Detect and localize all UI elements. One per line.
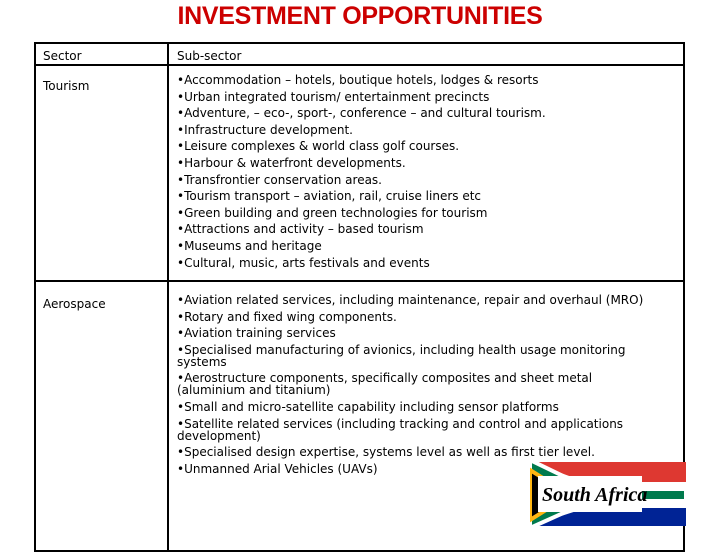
- list-item: •Specialised manufacturing of avionics, including health usage monitoring systems: [177, 342, 626, 369]
- list-item: •Satellite related services (including tracking and control and applications development): [177, 416, 624, 443]
- column-divider: [167, 44, 169, 550]
- list-item: •Adventure, – eco-, sport-, conference – and cultural tourism.: [177, 106, 546, 121]
- list-item: •Rotary and fixed wing components.: [177, 309, 397, 324]
- list-item: •Urban integrated tourism/ entertainment precincts: [177, 89, 490, 104]
- list-item: •Small and micro-satellite capability including sensor platforms: [177, 399, 559, 414]
- list-item: •Accommodation – hotels, boutique hotels, lodges & resorts: [177, 73, 539, 87]
- header-sector: Sector: [43, 49, 82, 63]
- list-item: •Transfrontier conservation areas.: [177, 172, 382, 187]
- row-sector-tourism: Tourism: [43, 79, 90, 93]
- row-divider: [36, 280, 683, 282]
- logo-text: South Africa: [542, 484, 648, 506]
- list-item: •Leisure complexes & world class golf courses.: [177, 139, 460, 154]
- list-item: •Aviation training services: [177, 326, 336, 341]
- list-item: •Cultural, music, arts festivals and events: [177, 255, 430, 270]
- list-item: •Harbour & waterfront developments.: [177, 155, 406, 170]
- south-africa-logo: [530, 462, 686, 526]
- tourism-subsectors: [177, 72, 663, 271]
- aerospace-subsectors: [177, 294, 663, 479]
- list-item: •Museums and heritage: [177, 238, 322, 253]
- list-item: •Tourism transport – aviation, rail, cruise liners etc: [177, 189, 482, 204]
- header-subsector: Sub-sector: [177, 49, 242, 63]
- list-item: •Aerostructure components, specifically composites and sheet metal (aluminium and titanium): [177, 371, 593, 398]
- list-item: •Infrastructure development.: [177, 122, 353, 137]
- page-title: INVESTMENT OPPORTUNITIES: [177, 2, 543, 30]
- list-item: •Attractions and activity – based tourism: [177, 222, 424, 237]
- list-item: •Green building and green technologies for tourism: [177, 205, 488, 220]
- list-item: •Unmanned Arial Vehicles (UAVs): [177, 461, 378, 476]
- list-item: •Aviation related services, including maintenance, repair and overhaul (MRO): [177, 293, 644, 307]
- row-sector-aerospace: Aerospace: [43, 297, 106, 311]
- list-item: •Specialised design expertise, systems level as well as first tier level.: [177, 445, 595, 460]
